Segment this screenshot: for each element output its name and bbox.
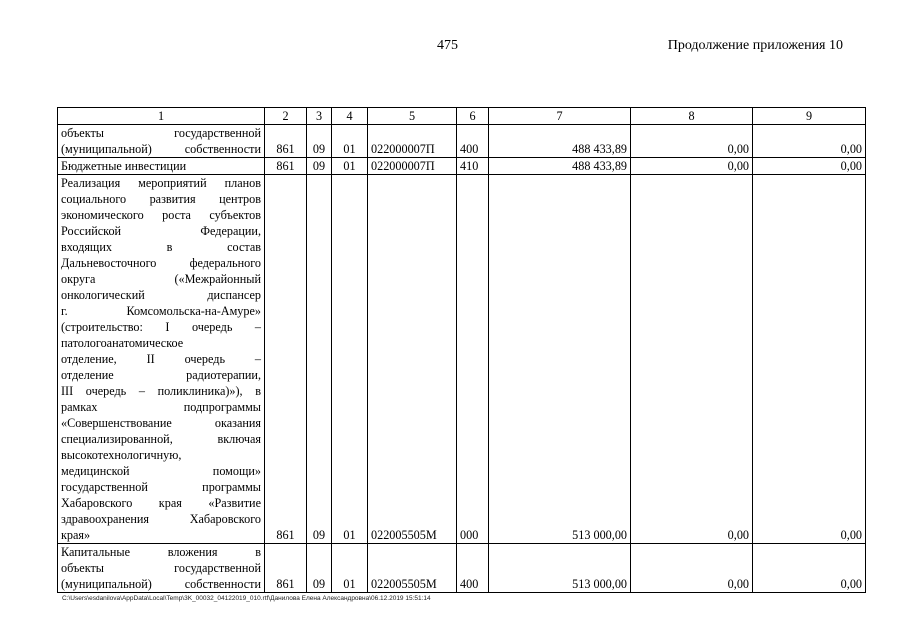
ministry-code: 861 [265,125,307,158]
row-description: Бюджетные инвестиции [58,158,265,175]
subsection-code: 01 [332,158,368,175]
section-code: 09 [307,175,332,544]
amount-year-3: 0,00 [753,125,866,158]
table-row [58,158,866,175]
amount-year-1: 488 433,89 [489,158,631,175]
row-description: Реализация мероприятий планов социального развития центров экономического роста субъектов Российской Федерации, входящих в состав Дальневосточного федерального округа («Межрайонный онкологический диспансер г. Комсомольска-на-Амуре» (строительство: I очередь – патологоанатомическое отделение, II очередь – отделение радиотерапии, III очередь – поликлиника)»), в рамках подпрограммы «Совершенствование оказания специализированной, включая высокотехнологичную, медицинской помощи» государственной программы Хабаровского края «Развитие здравоохранения Хабаровского края» [58,175,265,544]
subsection-code: 01 [332,125,368,158]
table-row [58,544,866,593]
column-header: 8 [631,108,753,125]
column-header: 6 [457,108,489,125]
target-article-code: 022000007П [368,158,457,175]
expense-type-code: 400 [457,544,489,593]
subsection-code: 01 [332,175,368,544]
amount-year-2: 0,00 [631,544,753,593]
target-article-code: 022000007П [368,125,457,158]
expense-type-code: 410 [457,158,489,175]
row-description: объекты государственной (муниципальной) собственности [58,125,265,158]
target-article-code: 022005505М [368,544,457,593]
section-code: 09 [307,544,332,593]
amount-year-1: 513 000,00 [489,175,631,544]
target-article-code: 022005505М [368,175,457,544]
table-row [58,175,866,544]
amount-year-3: 0,00 [753,158,866,175]
expense-type-code: 000 [457,175,489,544]
row-description: Капитальные вложения в объекты государственной (муниципальной) собственности [58,544,265,593]
column-header: 5 [368,108,457,125]
section-code: 09 [307,158,332,175]
column-header: 9 [753,108,866,125]
file-path-footer: C:\Users\esdanilova\AppData\Local\Temp\3K_00032_04122019_010.rtf\Данилова Елена Александровна\06.12.2019 15:51:14 [62,595,431,602]
ministry-code: 861 [265,158,307,175]
table-row [58,125,866,158]
budget-table [57,107,866,593]
expense-type-code: 400 [457,125,489,158]
ministry-code: 861 [265,175,307,544]
amount-year-2: 0,00 [631,175,753,544]
table-header-row [58,108,866,125]
amount-year-1: 488 433,89 [489,125,631,158]
page-number: 475 [437,38,458,53]
column-header: 1 [58,108,265,125]
amount-year-1: 513 000,00 [489,544,631,593]
amount-year-3: 0,00 [753,175,866,544]
amount-year-3: 0,00 [753,544,866,593]
column-header: 4 [332,108,368,125]
section-code: 09 [307,125,332,158]
subsection-code: 01 [332,544,368,593]
column-header: 7 [489,108,631,125]
ministry-code: 861 [265,544,307,593]
column-header: 3 [307,108,332,125]
amount-year-2: 0,00 [631,125,753,158]
amount-year-2: 0,00 [631,158,753,175]
appendix-continuation-title: Продолжение приложения 10 [667,38,843,53]
column-header: 2 [265,108,307,125]
